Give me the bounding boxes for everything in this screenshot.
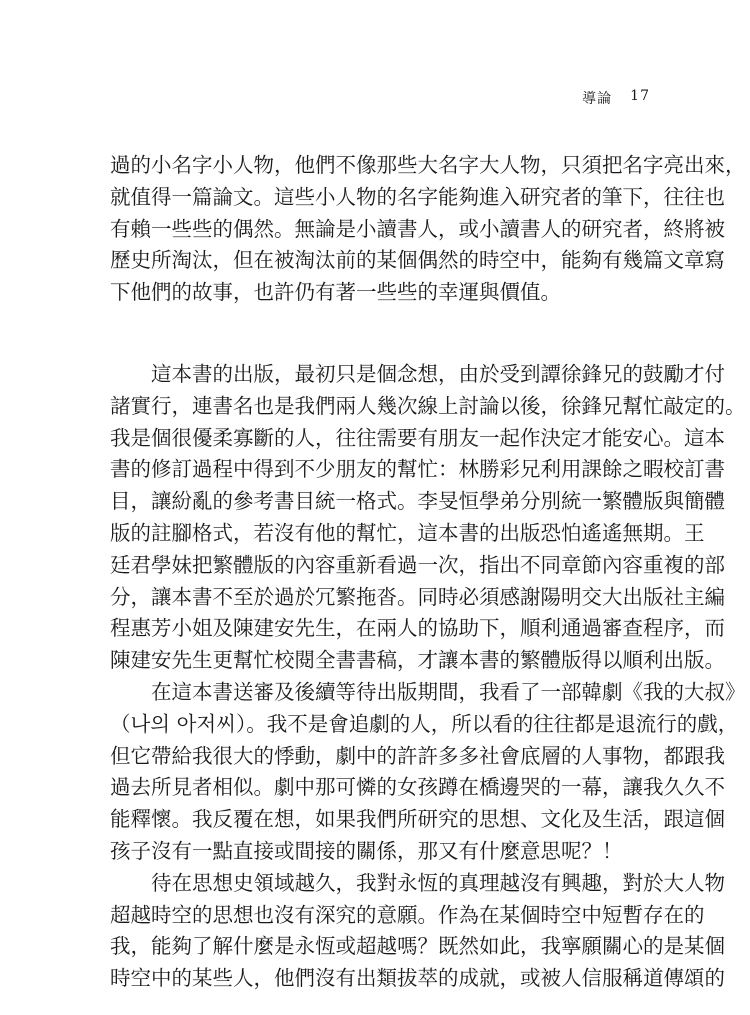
text-line: （나의 아저씨）。我不是會追劇的人，所以看的往往都是退流行的戲， bbox=[110, 711, 739, 736]
text-line: 能釋懷。我反覆在想，如果我們所研究的思想、文化及生活，跟這個 bbox=[110, 807, 725, 832]
paragraph-3 bbox=[110, 677, 746, 868]
text-line: 就值得一篇論文。這些小人物的名字能夠進入研究者的筆下，往往也 bbox=[110, 184, 725, 209]
text-line: 下他們的故事，也許仍有著一些些的幸運與價值。 bbox=[110, 280, 561, 305]
running-header bbox=[582, 88, 650, 108]
text-line: 過去所見者相似。劇中那可憐的女孩蹲在橋邊哭的一幕，讓我久久不 bbox=[110, 775, 725, 800]
text-line: 孩子沒有一點直接或間接的關係，那又有什麼意思呢？！ bbox=[110, 838, 623, 863]
text-line: 在這本書送審及後續等待出版期間，我看了一部韓劇《我的大叔》 bbox=[110, 679, 746, 704]
paragraph-4 bbox=[110, 868, 725, 995]
text-line: 待在思想史領域越久，我對永恆的真理越沒有興趣，對於大人物 bbox=[110, 870, 725, 895]
text-line: 這本書的出版，最初只是個念想，由於受到譚徐鋒兄的鼓勵才付 bbox=[110, 361, 725, 386]
section-break bbox=[110, 309, 650, 359]
text-line: 諸實行，連書名也是我們兩人幾次線上討論以後，徐鋒兄幫忙敲定的。 bbox=[110, 393, 746, 418]
text-line: 超越時空的思想也沒有深究的意願。作為在某個時空中短暫存在的 bbox=[110, 902, 705, 927]
text-line: 歷史所淘汰，但在被淘汰前的某個偶然的時空中，能夠有幾篇文章寫 bbox=[110, 248, 725, 273]
paragraph-1 bbox=[110, 150, 746, 309]
text-line: 書的修訂過程中得到不少朋友的幫忙：林勝彩兄利用課餘之暇校訂書 bbox=[110, 457, 725, 482]
text-line: 分，讓本書不至於過於冗繁拖沓。同時必須感謝陽明交大出版社主編 bbox=[110, 584, 725, 609]
text-line: 時空中的某些人，他們沒有出類拔萃的成就，或被人信服稱道傳頌的 bbox=[110, 966, 725, 991]
text-line: 版的註腳格式，若沒有他的幫忙，這本書的出版恐怕遙遙無期。王 bbox=[110, 520, 705, 545]
text-line: 我是個很優柔寡斷的人，往往需要有朋友一起作決定才能安心。這本 bbox=[110, 425, 725, 450]
text-line: 程惠芳小姐及陳建安先生，在兩人的協助下，順利通過審查程序，而 bbox=[110, 616, 725, 641]
text-line: 過的小名字小人物，他們不像那些大名字大人物，只須把名字亮出來， bbox=[110, 153, 746, 177]
text-line: 陳建安先生更幫忙校閱全書書稿，才讓本書的繁體版得以順利出版。 bbox=[110, 648, 725, 673]
paragraph-2 bbox=[110, 359, 746, 677]
text-line: 我，能夠了解什麼是永恆或超越嗎？既然如此，我寧願關心的是某個 bbox=[110, 934, 725, 959]
text-line: 目，讓紛亂的參考書目統一格式。李旻恒學弟分別統一繁體版與簡體 bbox=[110, 489, 725, 514]
text-line: 但它帶給我很大的悸動，劇中的許許多多社會底層的人事物，都跟我 bbox=[110, 743, 725, 768]
text-line: 廷君學妹把繁體版的內容重新看過一次，指出不同章節內容重複的部 bbox=[110, 552, 725, 577]
text-line: 有賴一些些的偶然。無論是小讀書人，或小讀書人的研究者，終將被 bbox=[110, 216, 725, 241]
page-number: 17 bbox=[630, 88, 650, 104]
chapter-title: 導論 bbox=[582, 91, 613, 107]
body-text bbox=[110, 150, 746, 995]
